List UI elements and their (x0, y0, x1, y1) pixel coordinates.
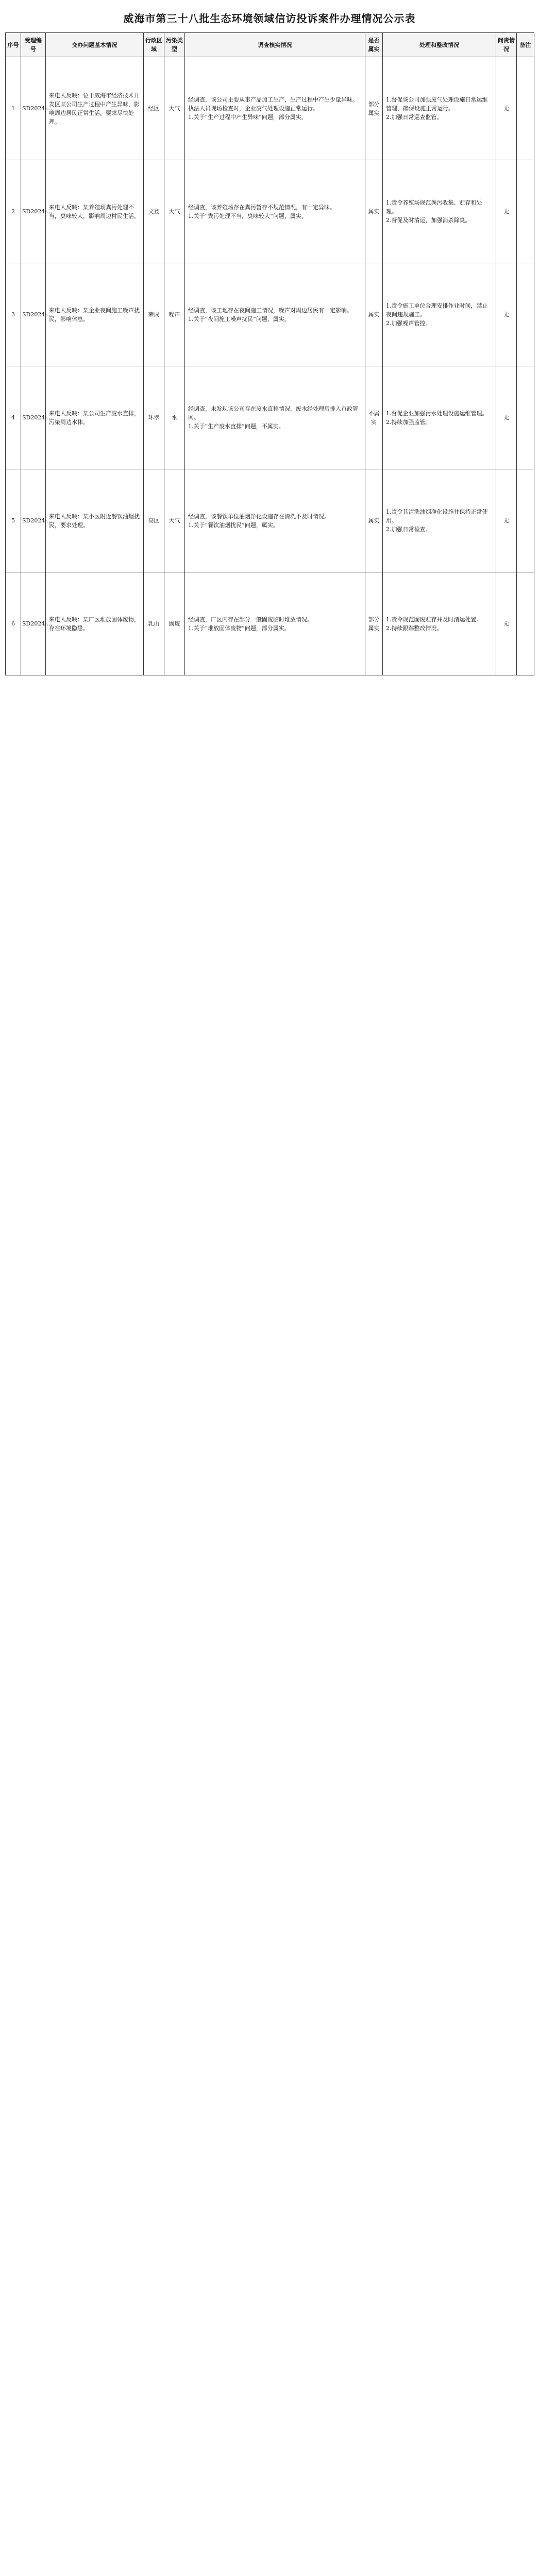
cell-no: 3 (6, 263, 21, 366)
cell-no: 6 (6, 572, 21, 675)
table-row (6, 160, 534, 263)
table-row (6, 572, 534, 675)
cell-region: 高区 (144, 469, 164, 572)
cell-measure: 1.责令施工单位合理安排作业时间，禁止夜间违规施工。 2.加强噪声管控。 (383, 263, 496, 366)
cell-type: 固废 (164, 572, 185, 675)
cell-remark (517, 366, 534, 469)
cell-region: 环翠 (144, 366, 164, 469)
cell-code: SD2024-... (21, 469, 46, 572)
page-title: 威海市第三十八批生态环境领域信访投诉案件办理情况公示表 (123, 12, 416, 25)
cell-no: 1 (6, 57, 21, 160)
cell-desc: 来电人反映：某企业夜间施工噪声扰民，影响休息。 (46, 263, 144, 366)
cell-result: 经调查，该养殖场存在粪污暂存不规范情况，有一定异味。 1.关于“粪污处理不当，臭味较大”问题，属实。 (185, 160, 365, 263)
cell-truth: 不属实 (365, 366, 383, 469)
header-result: 调查核实情况 (185, 33, 365, 57)
cell-remark (517, 572, 534, 675)
cell-remark (517, 263, 534, 366)
cell-type: 大气 (164, 57, 185, 160)
cell-account: 无 (496, 160, 517, 263)
header-desc: 交办问题基本情况 (46, 33, 144, 57)
table-row (6, 469, 534, 572)
table-row (6, 263, 534, 366)
cell-measure: 1.督促该公司加强废气处理设施日常运维管理，确保设施正常运行。 2.加强日常巡查监管。 (383, 57, 496, 160)
cell-code: SD2024-... (21, 160, 46, 263)
header-truth: 是否属实 (365, 33, 383, 57)
cell-type: 大气 (164, 469, 185, 572)
table-header-row (6, 33, 534, 57)
cell-result: 经调查，该工地存在夜间施工情况，噪声对周边居民有一定影响。 1.关于“夜间施工噪声扰民”问题，属实。 (185, 263, 365, 366)
cell-measure: 1.督促企业加强污水处理设施运维管理。 2.持续加强监管。 (383, 366, 496, 469)
cell-code: SD2024-... (21, 572, 46, 675)
cell-truth: 部分属实 (365, 572, 383, 675)
cell-result: 经调查，厂区内存在部分一般固废临时堆放情况。 1.关于“堆放固体废物”问题，部分属实。 (185, 572, 365, 675)
cell-type: 水 (164, 366, 185, 469)
cell-measure: 1.责令规范固废贮存并及时清运处置。 2.持续跟踪整改情况。 (383, 572, 496, 675)
table-row (6, 57, 534, 160)
cell-code: SD2024-... (21, 57, 46, 160)
cell-desc: 来电人反映：某公司生产废水直排，污染周边水体。 (46, 366, 144, 469)
header-type: 污染类型 (164, 33, 185, 57)
cell-result: 经调查，未发现该公司存在废水直排情况，废水经处理后排入市政管网。 1.关于“生产废水直排”问题，不属实。 (185, 366, 365, 469)
cell-truth: 属实 (365, 160, 383, 263)
cell-measure: 1.责令养殖场规范粪污收集、贮存和处理。 2.督促及时清运，加强消杀除臭。 (383, 160, 496, 263)
cell-type: 噪声 (164, 263, 185, 366)
cell-no: 2 (6, 160, 21, 263)
cell-desc: 来电人反映：某厂区堆放固体废物，存在环境隐患。 (46, 572, 144, 675)
cell-desc: 来电人反映：某小区附近餐饮油烟扰民，要求处理。 (46, 469, 144, 572)
cell-account: 无 (496, 572, 517, 675)
header-region: 行政区域 (144, 33, 164, 57)
cell-result: 经调查，该餐饮单位油烟净化设施存在清洗不及时情况。 1.关于“餐饮油烟扰民”问题，属实。 (185, 469, 365, 572)
cell-code: SD2024-... (21, 263, 46, 366)
cell-no: 5 (6, 469, 21, 572)
cell-region: 文登 (144, 160, 164, 263)
cell-account: 无 (496, 263, 517, 366)
cell-remark (517, 57, 534, 160)
cell-desc: 来电人反映：某养殖场粪污处理不当，臭味较大，影响周边村民生活。 (46, 160, 144, 263)
header-measure: 处理和整改情况 (383, 33, 496, 57)
page (0, 0, 539, 686)
cell-truth: 部分属实 (365, 57, 383, 160)
cell-account: 无 (496, 366, 517, 469)
cell-region: 乳山 (144, 572, 164, 675)
cell-remark (517, 469, 534, 572)
header-account: 问责情况 (496, 33, 517, 57)
cell-no: 4 (6, 366, 21, 469)
cell-result: 经调查，该公司主要从事产品加工生产，生产过程中产生少量异味。执法人员现场检查时，企业废气处理设施正常运行。 1.关于“生产过程中产生异味”问题，部分属实。 (185, 57, 365, 160)
cell-region: 经区 (144, 57, 164, 160)
header-no: 序号 (6, 33, 21, 57)
cell-truth: 属实 (365, 469, 383, 572)
cell-account: 无 (496, 469, 517, 572)
cell-region: 荣成 (144, 263, 164, 366)
cell-remark (517, 160, 534, 263)
cell-measure: 1.责令其清洗油烟净化设施并保持正常使用。 2.加强日常检查。 (383, 469, 496, 572)
table-row (6, 366, 534, 469)
cell-truth: 属实 (365, 263, 383, 366)
cell-desc: 来电人反映：位于威海市经济技术开发区某公司生产过程中产生异味，影响周边居民正常生活，要求尽快处理。 (46, 57, 144, 160)
header-remark: 备注 (517, 33, 534, 57)
cell-code: SD2024-... (21, 366, 46, 469)
cell-account: 无 (496, 57, 517, 160)
header-code: 受理编号 (21, 33, 46, 57)
complaint-table (5, 32, 534, 675)
cell-type: 大气 (164, 160, 185, 263)
